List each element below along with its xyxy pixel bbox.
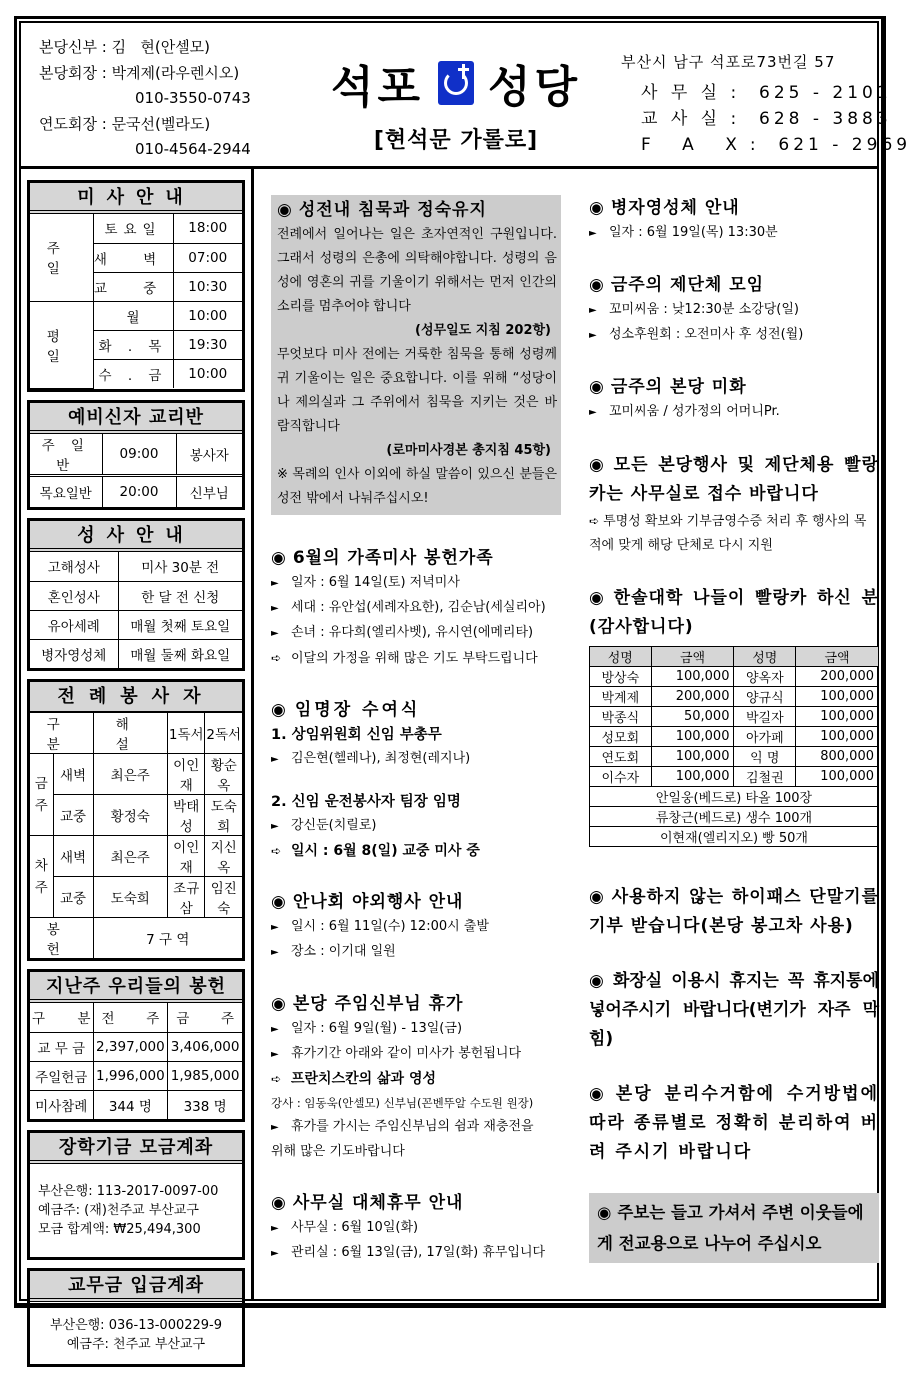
sacraments-table: 고해성사 미사 30분 전 혼인성사 한 달 전 신청 유아세례 매월 첫째 토요일 병자영성체 매월 둘째 화요일 bbox=[30, 552, 242, 668]
church-title-block bbox=[321, 51, 591, 154]
bullet-icon: ◉ bbox=[589, 588, 608, 608]
arrow-icon: ► bbox=[589, 305, 597, 316]
family-mass-section: ◉ 6월의 가족미사 봉헌가족 ► 일자 : 6월 14일(토) 저녁미사 ► 세대 : 유안섭(세례자요한), 김순남(세실리아) ► 손녀 : 유다희(엘리사벳), 유시연(에메리타) ➪ 이달의 가정을 위해 많은 기도 부탁드립니다 bbox=[271, 545, 561, 671]
bullet-icon: ◉ bbox=[589, 887, 606, 907]
mass-guide-title: 미사안내 bbox=[30, 183, 242, 214]
arrow-icon: ► bbox=[271, 821, 279, 832]
hollow-arrow-icon: ➪ bbox=[271, 1072, 282, 1086]
pastor-vacation-section: ◉ 본당 주임신부님 휴가 ► 일자 : 6월 9일(월) - 13일(금) ► 휴가기간 아래와 같이 미사가 봉헌됩니다 ➪ 프란치스칸의 삶과 영성 강사 : 임동욱(안셀모) 신부님(꼰벤뚜알 수도원 원장) ► 휴가를 가시는 주임신부님의 쉼과 재충전을 위해 많은 기도바랍니다 bbox=[271, 994, 534, 1159]
bulletin-notice: ◉ 주보는 들고 가셔서 주변 이웃들에게 전교용으로 나누어 주십시오 bbox=[589, 1193, 879, 1263]
liturgy-servers-title: 전례봉사자 bbox=[30, 682, 242, 713]
appointment-section: ◉ 임명장 수여식 1. 상임위원회 신임 부총무 ► 김은현(헬레나), 최정현(레지나) 2. 신임 운전봉사자 팀장 임명 ► 강신둔(치릴로) ➪ 일시 : 6월 8(일) 교중 미사 중 bbox=[271, 697, 561, 863]
catechumen-box bbox=[27, 400, 245, 511]
bullet-icon: ◉ bbox=[271, 892, 287, 912]
president-row: 본당회장 : 박계제(라우렌시오) bbox=[39, 63, 240, 82]
table-row: 연도회 100,000 익 명 800,000 bbox=[590, 747, 879, 767]
dues-account-box bbox=[27, 1268, 245, 1367]
table-row: 류창근(베드로) 생수 100개 bbox=[590, 807, 879, 827]
church-logo-icon bbox=[438, 61, 474, 105]
scholarship-details: 부산은행: 113-2017-0097-00 예금주: (재)천주교 부산교구 모금 합계액: ₩25,494,300 bbox=[38, 1184, 219, 1237]
arrow-icon: ► bbox=[271, 1248, 279, 1259]
donors-table: 성명 금액 성명 금액 방상숙 100,000 양옥자 200,000 박계제 200,000 양규식 100,000 박종식 50,000 박길자 100,000 성모회 100,000 아가페 100,000 연도회 100,000 익 명 800,000 이수자 100,000 김철권 100,000 안일웅(베드로) 타올 100장 류창근(베드로) 생수 100개 이현재(엘리지오) 빵 50개 bbox=[589, 646, 879, 847]
bullet-icon: ◉ bbox=[589, 275, 605, 295]
bullet-icon: ◉ bbox=[589, 455, 608, 475]
table-row: 이현재(엘리지오) 빵 50개 bbox=[590, 827, 879, 847]
arrow-icon: ► bbox=[589, 330, 597, 341]
sacraments-box bbox=[27, 518, 245, 671]
table-row: 성모회 100,000 아가페 100,000 bbox=[590, 727, 879, 747]
sick-communion-section: ◉ 병자영성체 안내 ► 일자 : 6월 19일(목) 13:30분 bbox=[589, 195, 879, 246]
bulletin-inner bbox=[19, 21, 911, 1352]
sacraments-title: 성사안내 bbox=[30, 521, 242, 552]
bullet-icon: ◉ bbox=[589, 198, 605, 218]
bullet-icon: ◉ bbox=[271, 700, 289, 720]
table-row: 박종식 50,000 박길자 100,000 bbox=[590, 707, 879, 727]
cleaning-section: ◉ 금주의 본당 미화 ► 꼬미씨움 / 성가정의 어머니Pr. bbox=[589, 374, 879, 425]
hollow-arrow-icon: ➪ bbox=[271, 844, 282, 858]
catechumen-title: 예비신자 교리반 bbox=[30, 403, 242, 434]
arrow-icon: ► bbox=[271, 1024, 279, 1035]
dues-account-title: 교무금 입금계좌 bbox=[30, 1271, 242, 1302]
bullet-icon: ◉ bbox=[271, 1193, 287, 1213]
offerings-box bbox=[27, 969, 245, 1122]
altar-group-section: ◉ 금주의 제단체 모임 ► 꼬미씨움 : 낮12:30분 소강당(일) ► 성소후원회 : 오전미사 후 성전(월) bbox=[589, 272, 879, 348]
mass-guide-box bbox=[27, 180, 245, 392]
catechumen-table: 주 일 반 09:00 봉사자 목요일반 20:00 신부님 bbox=[30, 434, 242, 508]
office-phone: 사 무 실 : 625 - 2101 bbox=[641, 83, 892, 103]
bullet-icon: ◉ bbox=[271, 994, 287, 1014]
hollow-arrow-icon: ➪ bbox=[271, 651, 282, 665]
middle-column bbox=[271, 195, 561, 1292]
arrow-icon: ► bbox=[271, 922, 279, 933]
red-envelope-section: ◉ 모든 본당행사 및 제단체용 빨랑카는 사무실로 접수 바랍니다 ➪ 투명성 확보와 기부금영수증 처리 후 행사의 목적에 맞게 해당 단체로 다시 지원 bbox=[589, 455, 879, 553]
restroom-section: ◉ 화장실 이용시 휴지는 꼭 휴지통에 넣어주시기 바랍니다(변기가 자주 막힘) bbox=[589, 971, 879, 1049]
table-row: 방상숙 100,000 양옥자 200,000 bbox=[590, 667, 879, 687]
bullet-icon: ◉ bbox=[589, 377, 605, 397]
liturgy-servers-table: 구 분 해 설 1독서 2독서 금주 새벽 최은주 이인재 황순옥 교중 황정숙 박태성 도숙희 차주 새벽 최은주 이인재 지신옥 교중 도숙희 조규삼 임진숙 봉 헌 7 구 역 bbox=[30, 713, 242, 958]
arrow-icon: ► bbox=[271, 947, 279, 958]
address: 부산시 남구 석포로73번길 57 bbox=[621, 53, 836, 71]
arrow-icon: ► bbox=[271, 628, 279, 639]
mass-schedule-table: 주 일 토요일 18:00 새 벽 07:00 교 중 10:30 평 일 월 10:00 화 . 목 19:30 수 . 금 10:00 bbox=[30, 214, 242, 389]
offerings-title: 지난주 우리들의 봉헌 bbox=[30, 972, 242, 1003]
column-divider bbox=[251, 169, 254, 1299]
table-row: 안일웅(베드로) 타올 100장 bbox=[590, 787, 879, 807]
donors-section: ◉ 한솔대학 나들이 빨랑카 하신 분 (감사합니다) 성명 금액 성명 금액 방상숙 100,000 양옥자 200,000 박계제 200,000 양규식 100,000 박종식 50,000 박길자 100,000 성모회 100,000 아가페 100,000 연도회 100,000 익 명 800,000 이수자 100,000 김철권 100,000 안일웅(베드로) 타올 100장 류창근(베드로) 생수 100개 이현재(엘리지오) 빵 50개 bbox=[589, 588, 879, 846]
dues-account-details: 부산은행: 036-13-000229-9 예금주: 천주교 부산교구 bbox=[49, 1318, 223, 1352]
office-holiday-section: ◉ 사무실 대체휴무 안내 ► 사무실 : 6월 10일(화) ► 관리실 : 6월 13일(금), 17일(화) 휴무입니다 bbox=[271, 1190, 561, 1266]
arrow-icon: ► bbox=[271, 1122, 279, 1133]
scholarship-box bbox=[27, 1130, 245, 1260]
offerings-table: 구 분 전 주 금 주 교 무 금 2,397,000 3,406,000 주일헌금 1,996,000 1,985,000 미사참례 344 명 338 명 bbox=[30, 1003, 242, 1119]
clergy-info bbox=[39, 35, 251, 163]
hollow-arrow-icon: ➪ bbox=[589, 514, 600, 528]
arrow-icon: ► bbox=[589, 228, 597, 239]
hipass-section: ◉ 사용하지 않는 하이패스 단말기를 기부 받습니다(본당 봉고차 사용) bbox=[589, 887, 879, 936]
scholarship-title: 장학기금 모금계좌 bbox=[30, 1133, 242, 1164]
arrow-icon: ► bbox=[271, 603, 279, 614]
memorial-president-phone: 010-4564-2944 bbox=[135, 140, 251, 158]
liturgy-servers-box bbox=[27, 679, 245, 961]
bullet-icon: ◉ bbox=[277, 200, 293, 220]
header bbox=[21, 23, 911, 169]
silence-notice: ◉ 성전내 침묵과 정숙유지 전례에서 일어나는 일은 초자연적인 구원입니다. 그래서 성령의 은총에 의탁해야합니다. 성령의 음성에 영혼의 귀를 기울이기 위해서는 먼저 인간의 소리를 멈추어야 합니다 (성무일도 지침 202항) 무엇보다 미사 전에는 거룩한 침묵을 통해 성령께 귀 기울이는 일은 중요합니다. 이를 위해 “성당이나 제의실과 그 주위에서 침묵을 지키는 것은 바람직합니다 (로마미사경본 총지침 45항) ※ 목례의 인사 이외에 하실 말씀이 있으신 분들은 성전 밖에서 나눠주십시오! bbox=[271, 195, 561, 515]
table-row: 박계제 200,000 양규식 100,000 bbox=[590, 687, 879, 707]
bullet-icon: ◉ bbox=[271, 548, 287, 568]
annaho-section: ◉ 안나회 야외행사 안내 ► 일시 : 6월 11일(수) 12:00시 출발 ► 장소 : 이기대 일원 bbox=[271, 889, 561, 965]
memorial-president-row: 연도회장 : 문국선(벨라도) bbox=[39, 114, 211, 133]
right-column bbox=[589, 195, 879, 1263]
teacher-phone: 교 사 실 : 628 - 3883 bbox=[641, 109, 892, 129]
arrow-icon: ► bbox=[271, 578, 279, 589]
bullet-icon: ◉ bbox=[597, 1203, 612, 1222]
recycle-section: ◉ 본당 분리수거함에 수거방법에 따라 종류별로 정확히 분리하여 버려 주시기 바랍니다 bbox=[589, 1084, 879, 1162]
church-name: 석포 성당 bbox=[330, 62, 582, 113]
arrow-icon: ► bbox=[271, 1223, 279, 1234]
arrow-icon: ► bbox=[589, 407, 597, 418]
arrow-icon: ► bbox=[271, 1049, 279, 1060]
patron-saint: [현석문 가롤로] bbox=[373, 128, 539, 153]
left-sidebar bbox=[27, 180, 245, 1375]
table-row: 이수자 100,000 김철권 100,000 bbox=[590, 767, 879, 787]
pastor-row: 본당신부 : 김 현(안셀모) bbox=[39, 38, 211, 56]
bullet-icon: ◉ bbox=[589, 971, 607, 991]
contact-info bbox=[621, 51, 911, 158]
bulletin-frame bbox=[14, 16, 911, 1352]
bullet-icon: ◉ bbox=[589, 1084, 610, 1104]
president-phone: 010-3550-0743 bbox=[135, 89, 251, 107]
arrow-icon: ► bbox=[271, 754, 279, 765]
fax: F A X: 621 - 2969 bbox=[641, 135, 911, 155]
